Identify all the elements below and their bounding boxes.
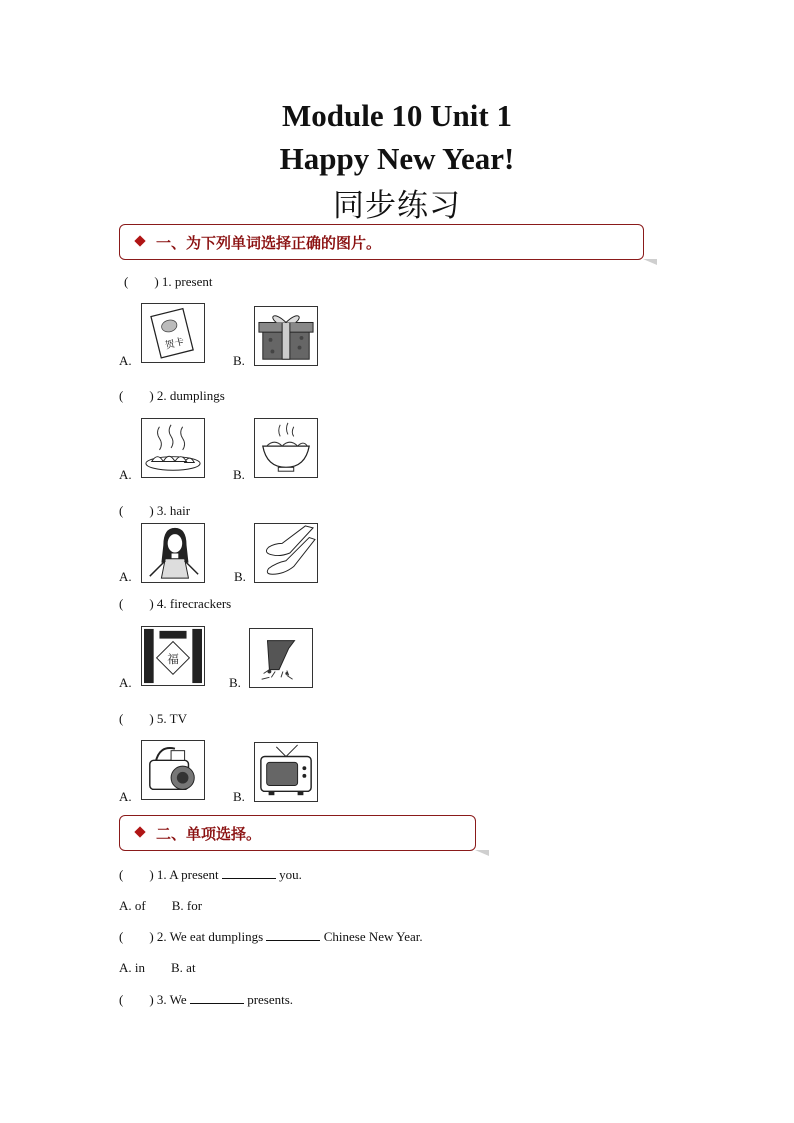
section-2-header	[119, 815, 476, 851]
mc-question-2-options: A. in B. at	[119, 960, 196, 975]
greeting-card-picture[interactable]	[141, 303, 205, 363]
couplet-door-picture[interactable]	[141, 626, 205, 686]
tv-picture[interactable]	[254, 742, 318, 802]
card-text: 贺卡	[164, 336, 186, 352]
mc-q1-prefix: ( ) 1. A present	[119, 867, 222, 882]
answer-blank[interactable]	[266, 939, 320, 941]
question-1: ( ) 1. present	[124, 274, 213, 289]
mc-q1-suffix: you.	[275, 867, 302, 882]
option-a-label: A.	[119, 467, 132, 482]
section-shadow	[475, 850, 489, 856]
option-b-label: B.	[229, 675, 241, 690]
gift-box-picture[interactable]	[254, 306, 318, 366]
mc-question-3	[119, 989, 293, 1008]
option-b-label: B.	[234, 569, 246, 584]
couplet-text: 福	[167, 651, 179, 666]
diamond-icon	[134, 235, 145, 246]
question-4: ( ) 4. firecrackers	[119, 596, 232, 611]
section-2-title: 二、单项选择。	[156, 825, 262, 843]
answer-blank[interactable]	[190, 1002, 244, 1004]
camera-picture[interactable]	[141, 740, 205, 800]
mc-q3-prefix: ( ) 3. We	[119, 992, 190, 1007]
option-b-label: B.	[233, 467, 245, 482]
title-line-1: Module 10 Unit 1	[282, 98, 512, 133]
girl-hair-picture[interactable]	[141, 523, 205, 583]
answer-blank[interactable]	[222, 877, 276, 879]
option-a-label: A.	[119, 675, 132, 690]
option-a-label: A.	[119, 353, 132, 368]
section-1-title: 一、为下列单词选择正确的图片。	[156, 234, 382, 252]
option-b-label: B.	[233, 353, 245, 368]
option-a-label: A.	[119, 789, 132, 804]
noodle-bowl-picture[interactable]	[254, 418, 318, 478]
mc-q2-prefix: ( ) 2. We eat dumplings	[119, 929, 267, 944]
question-2: ( ) 2. dumplings	[119, 388, 225, 403]
section-1-header	[119, 224, 644, 260]
dumplings-plate-picture[interactable]	[141, 418, 205, 478]
section-shadow	[643, 259, 657, 265]
question-3: ( ) 3. hair	[119, 503, 191, 518]
option-b-label: B.	[233, 789, 245, 804]
firecrackers-picture[interactable]	[249, 628, 313, 688]
question-5: ( ) 5. TV	[119, 711, 188, 726]
mc-q2-suffix: Chinese New Year.	[320, 929, 423, 944]
diamond-icon	[134, 826, 145, 837]
feet-picture[interactable]	[254, 523, 318, 583]
option-a-label: A.	[119, 569, 132, 584]
mc-question-2	[119, 926, 423, 945]
mc-q3-suffix: presents.	[243, 992, 294, 1007]
title-line-2: Happy New Year!	[279, 141, 515, 176]
mc-question-1-options: A. of B. for	[119, 898, 203, 913]
title-line-3: 同步练习	[333, 188, 461, 224]
mc-question-1	[119, 864, 302, 883]
